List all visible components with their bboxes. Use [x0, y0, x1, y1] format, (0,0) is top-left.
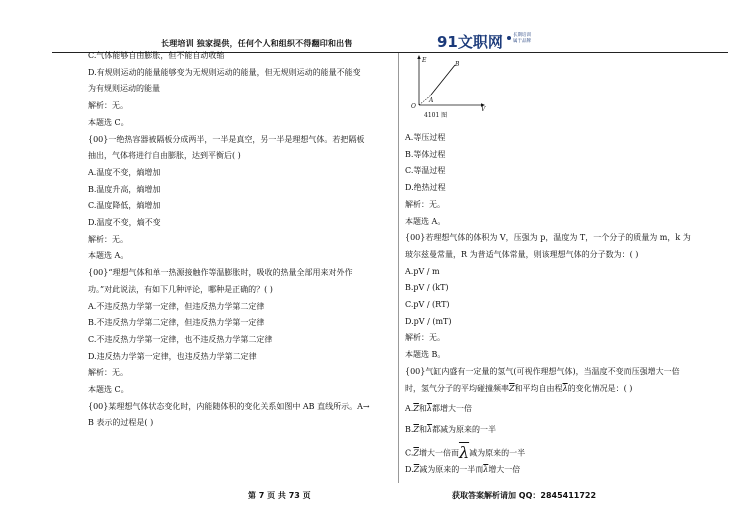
point-b-label: B [455, 61, 460, 68]
option-a: $A.\overline{Z}$和$\overline{\lambda}$都增大一倍 [405, 404, 472, 414]
left-line: 功。”对此说法，有如下几种评论，哪种是正确的？( ) [88, 284, 273, 294]
origin-label: O [411, 103, 416, 110]
right-line: C.等温过程 [405, 166, 446, 176]
figure-caption: 4101 图 [424, 112, 448, 119]
left-column [88, 48, 393, 432]
question-text: {00}气缸内盛有一定量的氢气(可视作理想气体)，当温度不变而压强增大一倍 [405, 366, 680, 376]
point-a-label: A [429, 97, 434, 104]
question-text: 时，氢气分子的平均碰撞频率$\overline{Z}$和平均自由程$\overline{\lambda}$的变化情况是：( ) [405, 383, 633, 393]
left-line: B 表示的过程是( ) [88, 418, 154, 428]
column-divider [398, 53, 399, 483]
x-axis-label: V [481, 106, 486, 113]
right-line: 解析：无。 [405, 199, 445, 209]
right-line: {00}若理想气体的体积为 V，压强为 p，温度为 T，一个分子的质量为 m，k 为 [405, 233, 691, 243]
left-line: 本题选 C。 [88, 117, 129, 127]
left-line: A.不违反热力学第一定律，但违反热力学第二定律 [88, 301, 265, 311]
option-b: $B.\overline{Z}$和$\overline{\lambda}$都减为原来的一半 [405, 424, 497, 434]
logo-dot-icon [507, 36, 511, 40]
left-line: 为有规则运动的能量 [88, 84, 160, 94]
right-line: D.pV / (mT) [405, 316, 452, 326]
left-line: {00}一绝热容器被隔板分成两半，一半是真空，另一半是理想气体。若把隔板 [88, 134, 365, 144]
left-line: 抽出，气体将进行自由膨胀，达到平衡后( ) [88, 151, 241, 161]
right-line: 本题选 A。 [405, 216, 446, 226]
left-line: 解析：无。 [88, 234, 128, 244]
logo-subtitle: 长期培训 属于品牌 [513, 33, 531, 44]
ev-diagram [405, 53, 497, 113]
right-line: 玻尔兹曼常量，R 为普适气体常量，则该理想气体的分子数为：( ) [405, 249, 639, 259]
left-line: A.温度不变，熵增加 [88, 167, 161, 177]
left-line: 本题选 C。 [88, 385, 129, 395]
left-line: C.气体能够自由膨胀，但不能自动收缩 [88, 51, 225, 60]
right-column [405, 130, 725, 478]
left-line: C.温度降低，熵增加 [88, 201, 161, 211]
right-line: B.pV / (kT) [405, 283, 449, 293]
y-axis-label: E [422, 57, 427, 64]
right-line: A.pV / m [405, 266, 440, 276]
left-line: C.不违反热力学第一定律，也不违反热力学第二定律 [88, 334, 273, 344]
left-line: D.违反热力学第一定律，也违反热力学第二定律 [88, 351, 257, 361]
mean-free-path-symbol: $\overline{\lambda}$ [562, 383, 568, 393]
left-line: 解析：无。 [88, 101, 128, 111]
page-number: 第 7 页 共 73 页 [248, 491, 311, 500]
right-line: C.pV / (RT) [405, 300, 450, 310]
left-line: {00}“理想气体和单一热源接触作等温膨胀时，吸收的热量全部用来对外作 [88, 268, 353, 278]
right-line: 解析：无。 [405, 333, 445, 343]
right-line: D.绝热过程 [405, 183, 446, 193]
right-line: B.等体过程 [405, 149, 446, 159]
left-line: 本题选 A。 [88, 251, 129, 261]
option-c: $C.\overline{Z}$增大一倍而$\overline{\lambda}$减为原来的一半 [405, 442, 526, 462]
option-d: $D.\overline{Z}$减为原来的一半而$\overline{\lambda}$增大一倍 [405, 464, 521, 474]
left-line: B.不违反热力学第二定律，但违反热力学第一定律 [88, 318, 265, 328]
footer-contact: 获取答案解析请加 QQ：2845411722 [452, 491, 597, 500]
collision-frequency-symbol: $\overline{Z}$ [509, 383, 515, 393]
right-line: 本题选 B。 [405, 350, 446, 360]
left-line: {00}某理想气体状态变化时，内能随体积的变化关系如图中 AB 直线所示。A→ [88, 401, 370, 411]
y-axis-arrow-icon [417, 55, 420, 59]
left-line: D.温度不变，熵不变 [88, 218, 161, 228]
left-line: D.有规则运动的能量能够变为无规则运动的能量，但无规则运动的能量不能变 [88, 67, 361, 77]
ab-line [431, 65, 455, 95]
site-logo: 91文职网 [437, 33, 503, 51]
header-notice: 长理培训 独家提供，任何个人和组织不得翻印和出售 [161, 39, 353, 48]
left-line: B.温度升高，熵增加 [88, 184, 161, 194]
right-line: A.等压过程 [405, 133, 446, 142]
left-line: 解析：无。 [88, 368, 128, 378]
